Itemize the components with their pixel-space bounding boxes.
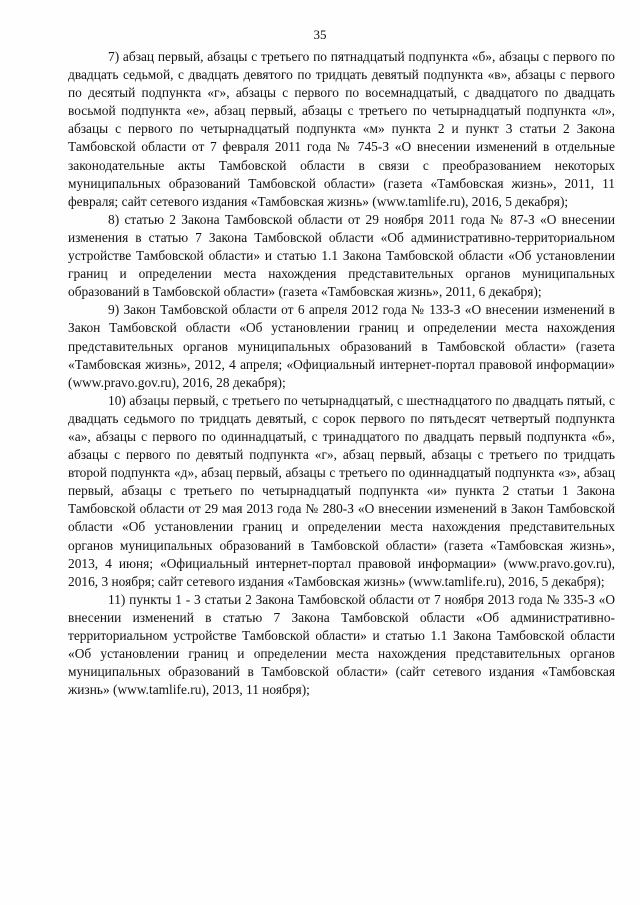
paragraph-item-11: 11) пункты 1 - 3 статьи 2 Закона Тамбовской области от 7 ноября 2013 года № 335-З «О внесении изменений в статью 7 Закона Тамбовской области «Об административно-территориальном устройстве Тамбовской области» и статью 1.1 Закона Тамбовской области «Об установлении границ и определении места нахождения представительных органов муниципальных образований в Тамбовской области» (сайт сетевого издания «Тамбовская жизнь» (www.tamlife.ru), 2013, 11 ноября); bbox=[68, 591, 615, 698]
paragraph-item-7: 7) абзац первый, абзацы с третьего по пятнадцатый подпункта «б», абзацы с первого по двадцать седьмой, с двадцать девятого по тридцать девятый подпункта «в», абзацы с первого по десятый подпункта «г», абзацы с первого по восемнадцатый, с двадцатого по двадцать восьмой подпункта «е», абзац первый, абзацы с третьего по четырнадцатый подпункта «л», абзацы с первого по четырнадцатый подпункта «м» пункта 2 и пункт 3 статьи 2 Закона Тамбовской области от 7 февраля 2011 года № 745-З «О внесении изменений в отдельные законодательные акты Тамбовской области в связи с преобразованием некоторых муниципальных образований Тамбовской области» (газета «Тамбовская жизнь», 2011, 11 февраля; сайт сетевого издания «Тамбовская жизнь» (www.tamlife.ru), 2016, 5 декабря); bbox=[68, 49, 615, 209]
page-number: 35 bbox=[313, 27, 327, 42]
paragraph-item-9: 9) Закон Тамбовской области от 6 апреля 2012 года № 133-З «О внесении изменений в Закон Тамбовской области «Об установлении границ и определении места нахождения представительных органов муниципальных образований в Тамбовской области» (газета «Тамбовская жизнь», 2012, 4 апреля; «Официальный интернет-портал правовой информации» (www.pravo.gov.ru), 2016, 28 декабря); bbox=[68, 302, 615, 390]
paragraph-item-10: 10) абзацы первый, с третьего по четырнадцатый, с шестнадцатого по двадцать пятый, с двадцать седьмого по тридцать девятый, с сорок первого по пятьдесят четвертый подпункта «а», абзацы с первого по одиннадцатый, с тринадцатого по двадцать первый подпункта «б», абзацы с первого по девятый подпункта «г», абзац первый, абзацы с третьего по тридцать второй подпункта «д», абзац первый, абзацы с третьего по одиннадцатый подпункта «з», абзац первый, абзацы с третьего по четырнадцатый подпункта «и» пункта 2 статьи 1 Закона Тамбовской области от 29 мая 2013 года № 280-З «О внесении изменений в Закон Тамбовской области «Об установлении границ и определении места нахождения представительных органов муниципальных образований в Тамбовской области» (газета «Тамбовская жизнь», 2013, 4 июня; «Официальный интернет-портал правовой информации» (www.pravo.gov.ru), 2016, 3 ноября; сайт сетевого издания «Тамбовская жизнь» (www.tamlife.ru), 2016, 5 декабря); bbox=[68, 392, 615, 589]
document-body bbox=[68, 48, 615, 699]
paragraph-item-8: 8) статью 2 Закона Тамбовской области от 29 ноября 2011 года № 87-З «О внесении изменения в статью 7 Закона Тамбовской области «Об административно-территориальном устройстве Тамбовской области» и статью 1.1 Закона Тамбовской области «Об установлении границ и определении места нахождения представительных органов муниципальных образований в Тамбовской области» (газета «Тамбовская жизнь», 2011, 6 декабря); bbox=[68, 211, 615, 300]
